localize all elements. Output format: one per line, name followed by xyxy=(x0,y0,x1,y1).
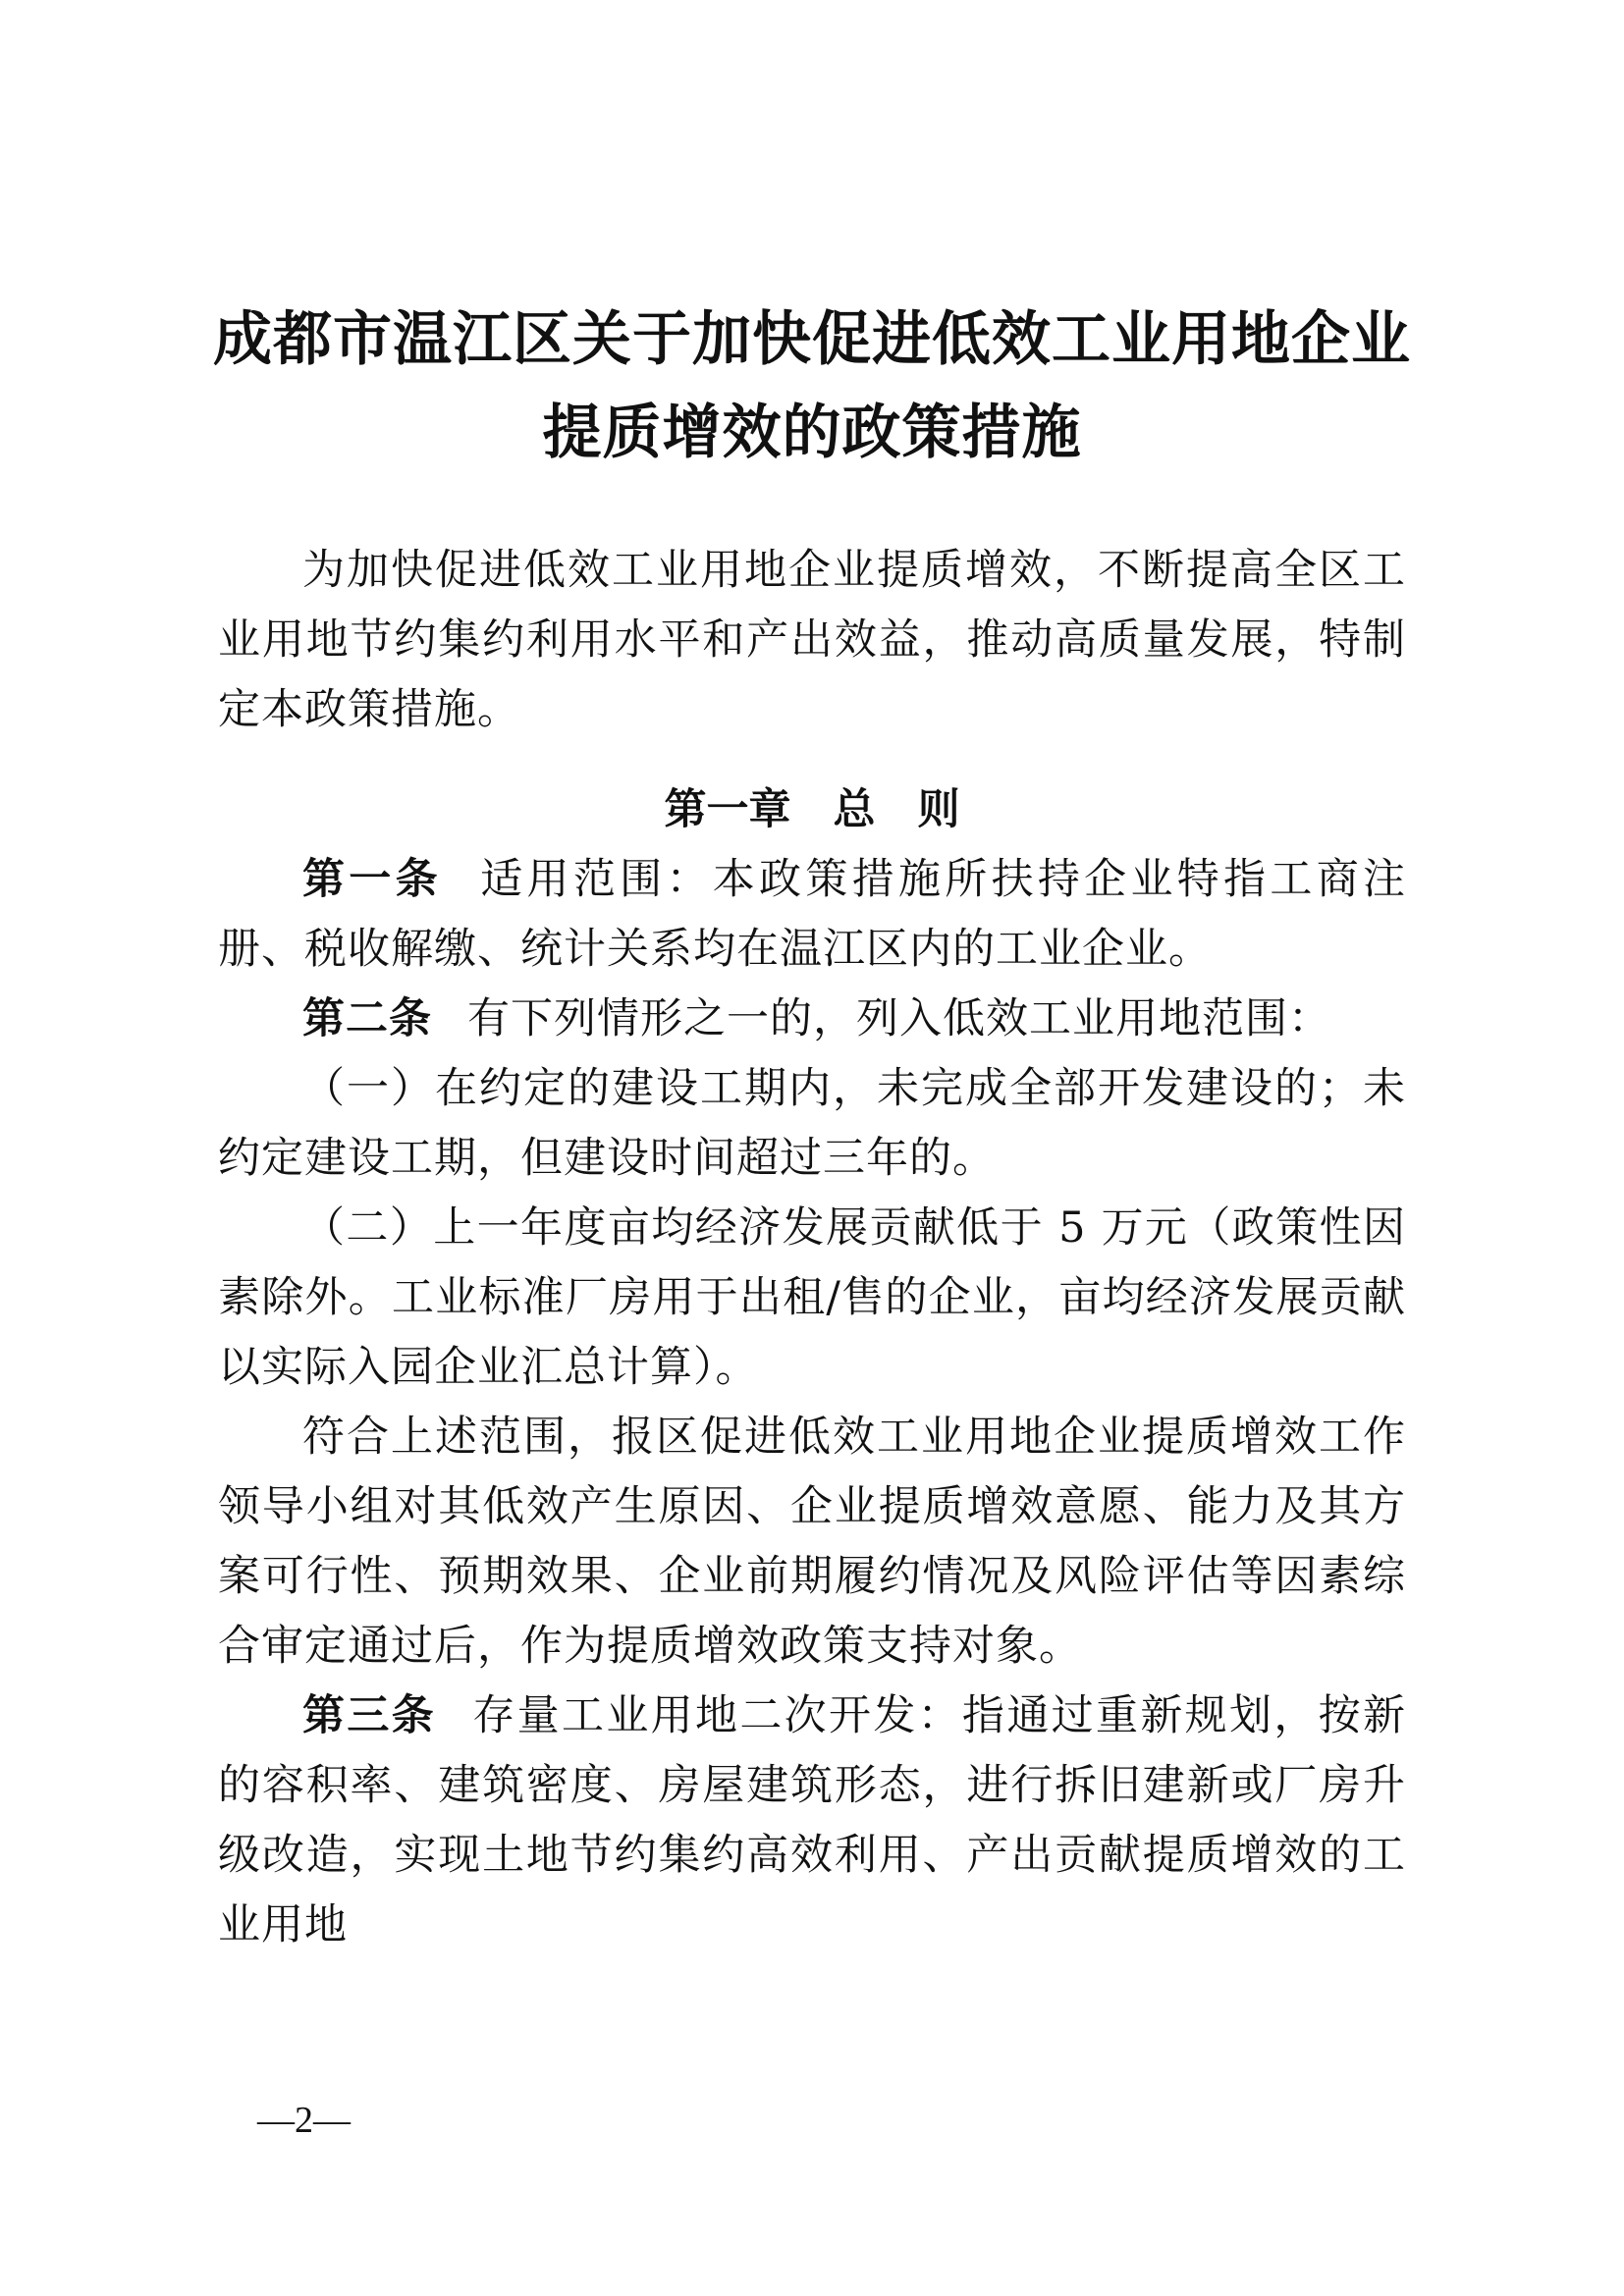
document-title-line-2: 提质增效的政策措施 xyxy=(542,399,1082,467)
intro-section xyxy=(218,536,1406,745)
article-1 xyxy=(218,845,1406,985)
article-2-closing-paragraph: 符合上述范围，报区促进低效工业用地企业提质增效工作领导小组对其低效产生原因、企业提质增效意愿、能力及其方案可行性、预期效果、企业前期履约情况及风险评估等因素综合审定通过后，作为提质增效政策支持对象。 xyxy=(218,1413,1406,1671)
article-3-text: 存量工业用地二次开发：指通过重新规划，按新的容积率、建筑密度、房屋建筑形态，进行拆旧建新或厂房升级改造，实现土地节约集约高效利用、产出贡献提质增效的工业用地 xyxy=(218,1691,1406,1949)
article-2-label: 第二条 xyxy=(302,994,432,1043)
chapter-1-title: 第一章 总 则 xyxy=(664,785,960,834)
article-2 xyxy=(218,985,1406,1054)
intro-paragraph: 为加快促进低效工业用地企业提质增效，不断提高全区工业用地节约集约利用水平和产出效益，推动高质量发展，特制定本政策措施。 xyxy=(218,546,1406,734)
article-3-label: 第三条 xyxy=(302,1691,436,1740)
article-3 xyxy=(218,1682,1406,1960)
document-title-line-1: 成都市温江区关于加快促进低效工业用地企业 xyxy=(213,305,1411,374)
article-2-text: 有下列情形之一的，列入低效工业用地范围： xyxy=(467,994,1331,1043)
article-1-label: 第一条 xyxy=(302,855,442,904)
article-1-text: 适用范围：本政策措施所扶持企业特指工商注册、税收解缴、统计关系均在温江区内的工业企业。 xyxy=(218,855,1407,974)
chapter-1-body xyxy=(218,845,1406,1960)
article-2-item-2: （二）上一年度亩均经济发展贡献低于 5 万元（政策性因素除外。工业标准厂房用于出租/售的企业，亩均经济发展贡献以实际入园企业汇总计算）。 xyxy=(218,1203,1406,1392)
article-2-item-1: （一）在约定的建设工期内，未完成全部开发建设的；未约定建设工期，但建设时间超过三年的。 xyxy=(218,1064,1406,1183)
page-number: —2— xyxy=(257,2100,351,2141)
